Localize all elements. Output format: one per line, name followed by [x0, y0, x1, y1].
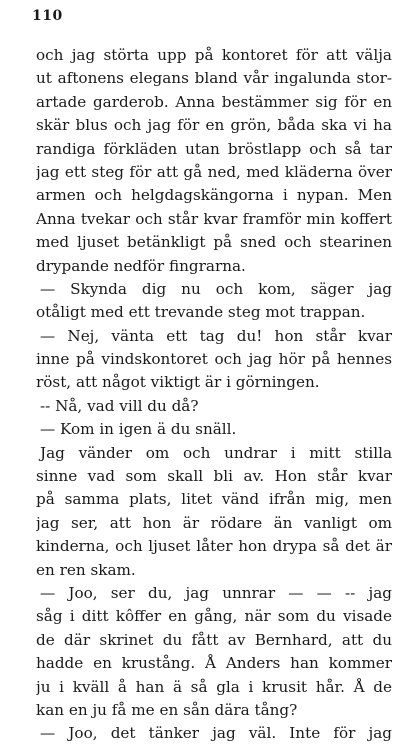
page-number: 110 — [32, 8, 63, 24]
text-line: inne på vindskontoret och jag hör på hennes — [36, 350, 392, 369]
text-line: jag ser, att hon är rödare än vanligt om — [36, 513, 392, 532]
text-line: — Joo, det tänker jag väl. Inte för jag — [40, 724, 392, 743]
text-line: randiga förkläden utan bröstlapp och så tar — [36, 139, 392, 158]
text-line: kinderna, och ljuset låter hon drypa så det är — [36, 537, 392, 556]
text-line: drypande nedför fingrarna. — [36, 256, 246, 275]
text-line: med ljuset betänkligt på sned och stearinen — [36, 233, 392, 252]
text-line: på samma plats, litet vänd ifrån mig, men — [36, 490, 392, 509]
text-line: — Skynda dig nu och kom, säger jag — [40, 279, 392, 298]
text-line: hadde en krustång. Å Anders han kommer — [36, 654, 392, 673]
text-line: sinne vad som skall bli av. Hon står kvar — [36, 467, 392, 486]
text-line: artade garderob. Anna bestämmer sig för en — [36, 92, 392, 111]
text-line: — Kom in igen ä du snäll. — [40, 420, 237, 439]
text-line: Jag vänder om och undrar i mitt stilla — [40, 443, 392, 462]
text-line: och jag störta upp på kontoret för att välja — [36, 46, 392, 64]
text-line: ut aftonens elegans bland vår ingalunda stor- — [36, 69, 392, 88]
text-line: skär blus och jag för en grön, båda ska vi ha — [36, 116, 392, 135]
text-line: otåligt med ett trevande steg mot trappan. — [36, 303, 366, 322]
text-line: en ren skam. — [36, 560, 136, 579]
text-line: armen och helgdagskängorna i nypan. Men — [36, 186, 392, 205]
text-line: såg i ditt kôffer en gång, när som du visade — [36, 607, 392, 626]
text-line: Anna tvekar och står kvar framför min koffert — [36, 209, 392, 228]
text-line: kan en ju få me en sån dära tång? — [36, 700, 298, 719]
text-line: — Nej, vänta ett tag du! hon står kvar — [40, 326, 392, 345]
body-text — [36, 44, 392, 746]
text-line: — Joo, ser du, jag unnrar — — -- jag — [40, 583, 392, 602]
text-line: röst, att något viktigt är i görningen. — [36, 373, 320, 392]
text-line: de där skrinet du fått av Bernhard, att du — [36, 630, 392, 649]
text-line: jag ett steg för att gå ned, med kläderna över — [36, 162, 392, 181]
text-line: ju i kväll å han ä så gla i krusit hår. Å de — [36, 677, 392, 696]
text-line: -- Nå, vad vill du då? — [40, 396, 199, 415]
